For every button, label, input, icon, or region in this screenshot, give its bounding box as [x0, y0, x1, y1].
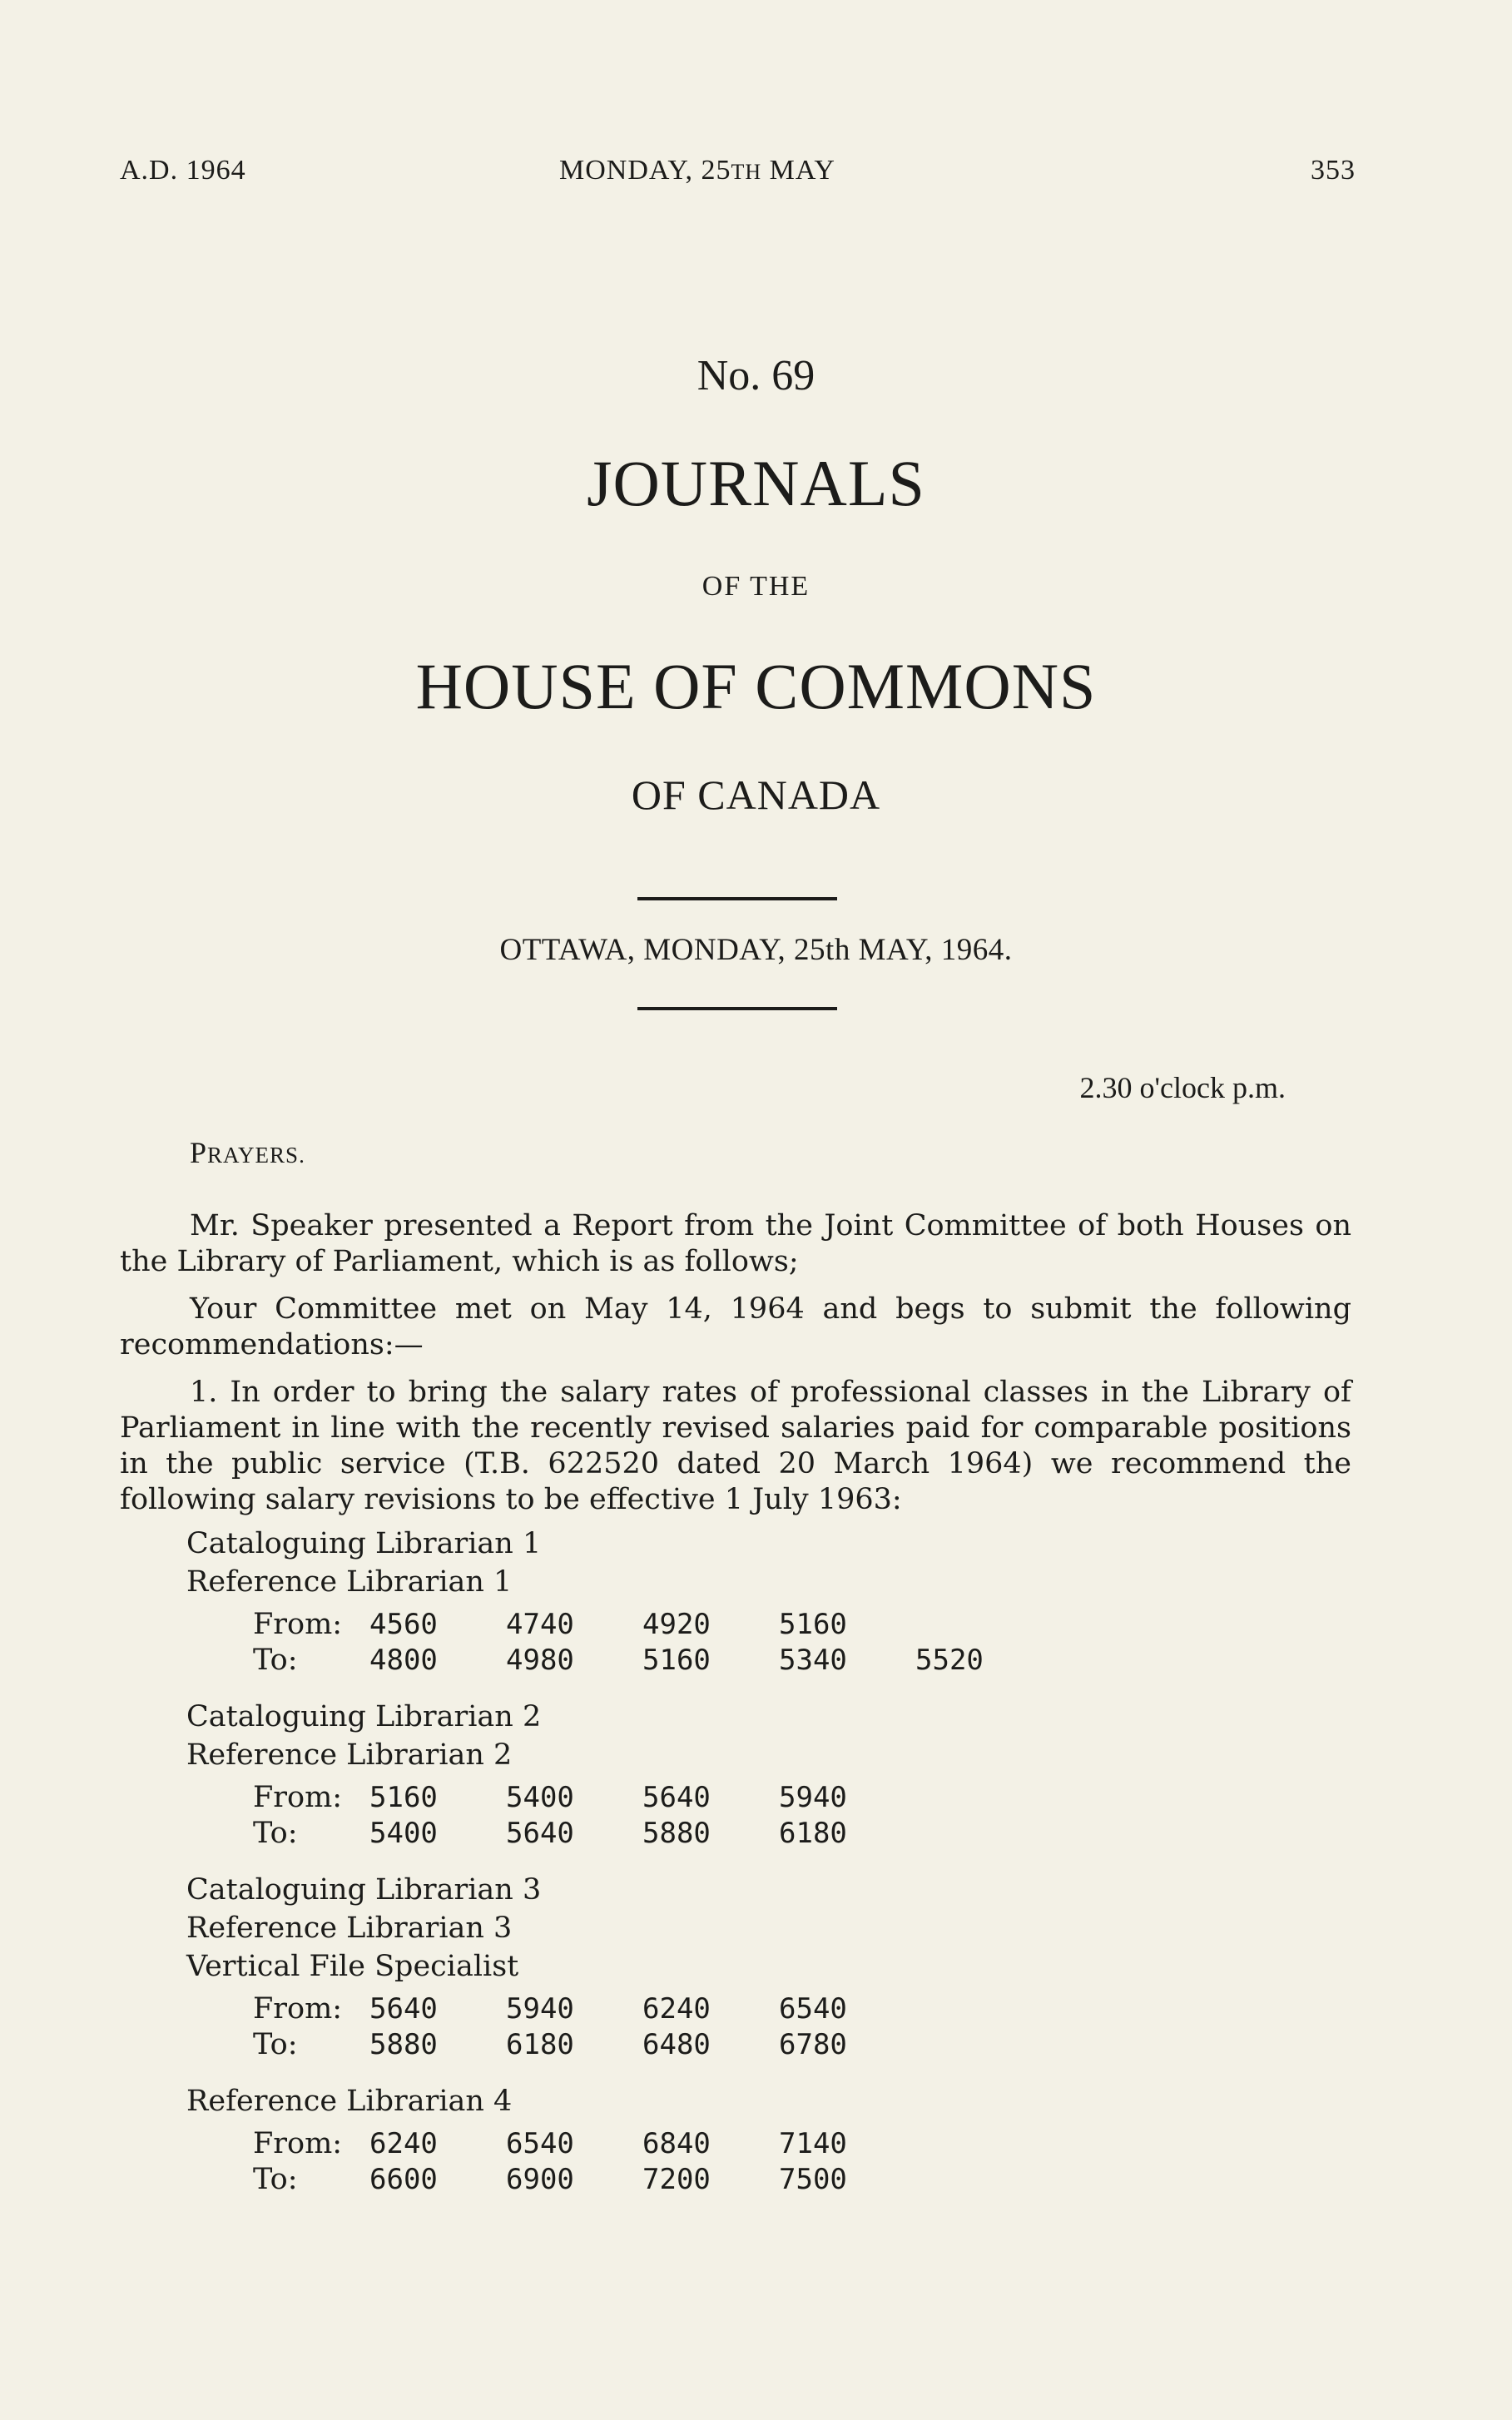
group-title: Reference Librarian 1: [186, 1565, 513, 1599]
rate-value: 4920: [642, 1607, 711, 1641]
rate-label: To:: [253, 1816, 298, 1850]
rate-label: From:: [253, 1780, 343, 1814]
rate-value: 5940: [506, 1991, 574, 2026]
rate-value: [915, 1606, 1052, 1642]
rate-value: 6240: [369, 2126, 438, 2160]
rate-value: [915, 2026, 1052, 2062]
rate-value: 4800: [369, 1643, 438, 1677]
sitting-time: 2.30 o'clock p.m.: [1079, 1071, 1286, 1104]
rate-value: 5160: [642, 1643, 711, 1677]
rate-row-to: [186, 2161, 1052, 2197]
rate-table: [186, 1779, 1052, 1851]
rate-value: [915, 1779, 1052, 1815]
rate-value: [915, 1815, 1052, 1851]
rate-value: 7200: [642, 2162, 711, 2196]
rate-value: 5940: [779, 1780, 847, 1814]
group-title: Reference Librarian 3: [186, 1912, 513, 1945]
rate-row-from: [186, 2125, 1052, 2161]
running-head-date-suffix: TH: [731, 160, 762, 184]
prayers-heading: [190, 1135, 305, 1170]
salary-group: [186, 1525, 1052, 1678]
rate-value: [915, 2125, 1052, 2161]
paragraph-committee-met: Your Committee met on May 14, 1964 and begs to submit the following recommendations:—: [120, 1292, 1351, 1361]
rate-value: 5400: [369, 1816, 438, 1850]
rate-value: 6780: [779, 2027, 847, 2061]
dateline: OTTAWA, MONDAY, 25th MAY, 1964.: [499, 933, 1013, 967]
rate-table: [186, 2125, 1052, 2197]
rate-value: 6900: [506, 2162, 574, 2196]
running-head-year: A.D. 1964: [120, 155, 246, 186]
rate-label: To:: [253, 2027, 298, 2061]
group-title: Cataloguing Librarian 2: [186, 1700, 542, 1733]
paragraph-speaker-report: Mr. Speaker presented a Report from the Joint Committee of both Houses on the Library of Parliament, which is as follows;: [120, 1209, 1351, 1278]
running-head-date-month: MAY: [761, 155, 835, 186]
salary-schedule: [186, 1525, 1052, 2217]
rate-value: 6840: [642, 2126, 711, 2160]
rate-value: 5880: [369, 2027, 438, 2061]
group-title: Cataloguing Librarian 3: [186, 1873, 542, 1907]
prayers-rest: RAYERS.: [207, 1143, 305, 1168]
group-title: Reference Librarian 4: [186, 2085, 513, 2118]
rate-value: 5340: [779, 1643, 847, 1677]
rate-value: 6540: [779, 1991, 847, 2026]
rate-value: [915, 1991, 1052, 2026]
rate-row-from: [186, 1991, 1052, 2026]
group-title: Vertical File Specialist: [186, 1950, 519, 1983]
rate-label: To:: [253, 1643, 298, 1677]
rate-value: 5640: [506, 1816, 574, 1850]
running-head: [120, 155, 1356, 191]
salary-group: [186, 1871, 1052, 2062]
rate-value: 6180: [779, 1816, 847, 1850]
rate-row-to: [186, 1815, 1052, 1851]
rate-row-from: [186, 1606, 1052, 1642]
title-of-the: OF THE: [701, 571, 811, 602]
divider-rule-bottom: [637, 1007, 837, 1010]
title-of-canada: OF CANADA: [631, 771, 881, 818]
rate-value: 6480: [642, 2027, 711, 2061]
rate-value: 5160: [369, 1780, 438, 1814]
rate-table: [186, 1606, 1052, 1678]
paragraph-recommendation-1: 1. In order to bring the salary rates of professional classes in the Library of Parliament in line with the recently revised salaries paid for comparable positions in the public service (T.B. 622520 dated 20 March 1964) we recommend the following salary revisions to be effective 1 July 1963:: [120, 1376, 1351, 1516]
rate-value: 5520: [915, 1643, 984, 1677]
rate-label: From:: [253, 1991, 343, 2026]
running-head-date-main: MONDAY, 25: [559, 155, 731, 186]
rate-value: 5640: [369, 1991, 438, 2026]
rate-label: From:: [253, 1607, 343, 1641]
rate-label: From:: [253, 2126, 343, 2160]
rate-label: To:: [253, 2162, 298, 2196]
rate-value: 4980: [506, 1643, 574, 1677]
title-journals: JOURNALS: [587, 447, 925, 519]
title-house-of-commons: HOUSE OF COMMONS: [415, 650, 1097, 722]
issue-number: No. 69: [697, 352, 815, 399]
divider-rule-top: [637, 897, 837, 900]
prayers-initial: P: [190, 1136, 208, 1169]
rate-value: 4740: [506, 1607, 574, 1641]
page-number: 353: [1311, 155, 1356, 186]
rate-value: 5400: [506, 1780, 574, 1814]
rate-table: [186, 1991, 1052, 2062]
salary-group: [186, 2082, 1052, 2197]
rate-value: 6600: [369, 2162, 438, 2196]
rate-value: 6180: [506, 2027, 574, 2061]
rate-value: 7140: [779, 2126, 847, 2160]
rate-value: 7500: [779, 2162, 847, 2196]
rate-value: 5640: [642, 1780, 711, 1814]
salary-group: [186, 1698, 1052, 1851]
running-head-date: [559, 155, 835, 186]
group-title: Reference Librarian 2: [186, 1738, 513, 1772]
rate-row-from: [186, 1779, 1052, 1815]
rate-row-to: [186, 1642, 1052, 1678]
rate-row-to: [186, 2026, 1052, 2062]
rate-value: 4560: [369, 1607, 438, 1641]
rate-value: 5160: [779, 1607, 847, 1641]
rate-value: 6540: [506, 2126, 574, 2160]
rate-value: 6240: [642, 1991, 711, 2026]
rate-value: 5880: [642, 1816, 711, 1850]
group-title: Cataloguing Librarian 1: [186, 1527, 542, 1560]
rate-value: [915, 2161, 1052, 2197]
